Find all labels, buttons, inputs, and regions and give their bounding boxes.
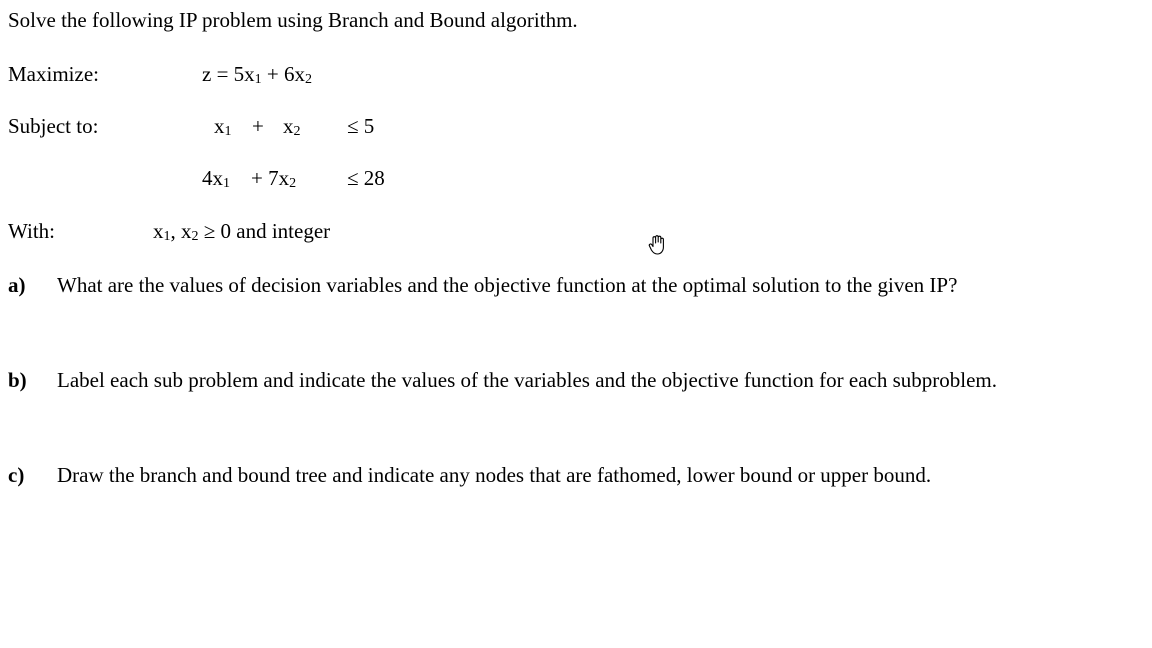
maximize-label: Maximize: <box>8 62 99 86</box>
constraint-1-term-1: x1 <box>214 114 232 139</box>
question-a-letter: a) <box>8 273 26 297</box>
question-b-letter: b) <box>8 368 27 392</box>
question-c-letter: c) <box>8 463 25 487</box>
constraint-1-term-2: x2 <box>283 114 301 139</box>
objective-function: z = 5x1 + 6x2 <box>202 62 313 87</box>
subject-to-label: Subject to: <box>8 114 99 138</box>
constraint-1-plus: + <box>252 114 264 138</box>
question-c-text: Draw the branch and bound tree and indicate any nodes that are fathomed, lower bound or upper bound. <box>57 463 932 487</box>
question-a-text: What are the values of decision variables and the objective function at the optimal solution to the given IP? <box>57 273 958 297</box>
constraint-2-term-1: 4x1 <box>202 166 230 191</box>
variable-domain: x1, x2 ≥ 0 and integer <box>153 219 331 244</box>
hand-cursor-icon <box>648 234 668 256</box>
question-b-text: Label each sub problem and indicate the values of the variables and the objective function for each subproblem. <box>57 368 997 392</box>
with-label: With: <box>8 219 55 243</box>
problem-intro: Solve the following IP problem using Branch and Bound algorithm. <box>8 8 578 32</box>
constraint-2-term-2: + 7x2 <box>251 166 297 191</box>
constraint-2-rhs: ≤ 28 <box>347 166 385 190</box>
constraint-1-rhs: ≤ 5 <box>347 114 375 138</box>
